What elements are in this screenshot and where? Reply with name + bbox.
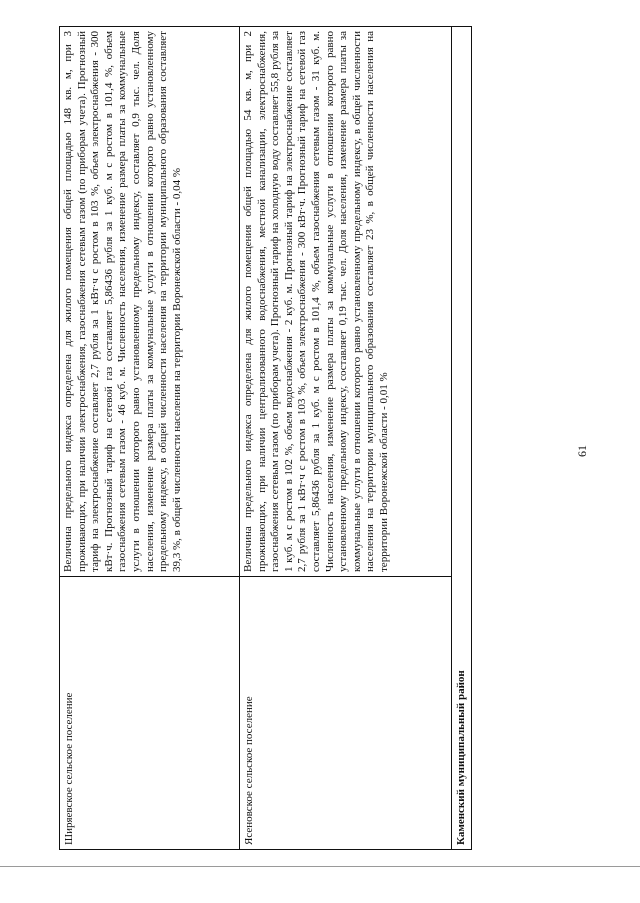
scan-bottom-edge bbox=[0, 866, 640, 867]
district-heading-row bbox=[452, 27, 471, 849]
index-description-cell: Величина предельного индекса определена для жилого помещения общей площадью 54 кв. м, при 2 проживающих, при наличии централизованного водоснабжения, местной канализации, электроснабжения, газоснабжения сетевым газом (по приборам учета). Прогнозный тариф на холодную воду составляет 55,8 рубля за 1 куб. м с ростом в 102 %, объем водоснабжения - 2 куб. м. Прогнозный тариф на электроснабжение составляет 2,7 рубля за 1 кВт·ч с ростом в 103 %, объем электроснабжения - 300 кВт·ч. Прогнозный тариф на сетевой газ составляет 5,86436 рубля за 1 куб. м с ростом в 101,4 %, объем газоснабжения сетевым газом - 31 куб. м. Численность населения, изменение размера платы за коммунальные услуги в отношении которого равно установленному предельному индексу, составляет 0,19 тыс. чел. Доля населения, изменение размера платы за коммунальные услуги в отношении которого равно установленному предельному индексу, в общей численности населения на территории муниципального образования составляет 23 %, в общей численности населения на территории Воронежской области - 0,01 % bbox=[242, 31, 390, 572]
settlement-name-cell: Ясеновское сельское поселение bbox=[240, 576, 451, 849]
page-number: 61 bbox=[575, 445, 589, 457]
settlement-name-cell: Ширяевское сельское поселение bbox=[60, 576, 239, 849]
index-description-cell: Величина предельного индекса определена для жилого помещения общей площадью 148 кв. м, при 3 проживающих, при наличии электроснабжения, газоснабжения сетевым газом (по приборам учета). Прогнозный тариф на электроснабжение составляет 2,7 рубля за 1 кВт·ч с ростом в 103 %, объем электроснабжения - 300 кВт·ч. Прогнозный тариф на сетевой газ составляет 5,86436 рубля за 1 куб. м с ростом в 101,4 %, объем газоснабжения сетевым газом - 46 куб. м. Численность населения, изменение размера платы за коммунальные услуги в отношении которого равно установленному предельному индексу, составляет 0,9 тыс. чел. Доля населения, изменение размера платы за коммунальные услуги в отношении которого равно установленному предельному индексу, в общей численности населения на территории муниципального образования составляет 39,3 %, в общей численности населения на территории Воронежской области - 0,04 % bbox=[62, 31, 183, 572]
document-table-wrapper bbox=[59, 26, 472, 850]
district-heading: Каменский муниципальный район bbox=[455, 670, 467, 845]
table-row bbox=[240, 27, 452, 849]
table-row bbox=[60, 27, 240, 849]
settlement-index-table bbox=[59, 26, 472, 850]
